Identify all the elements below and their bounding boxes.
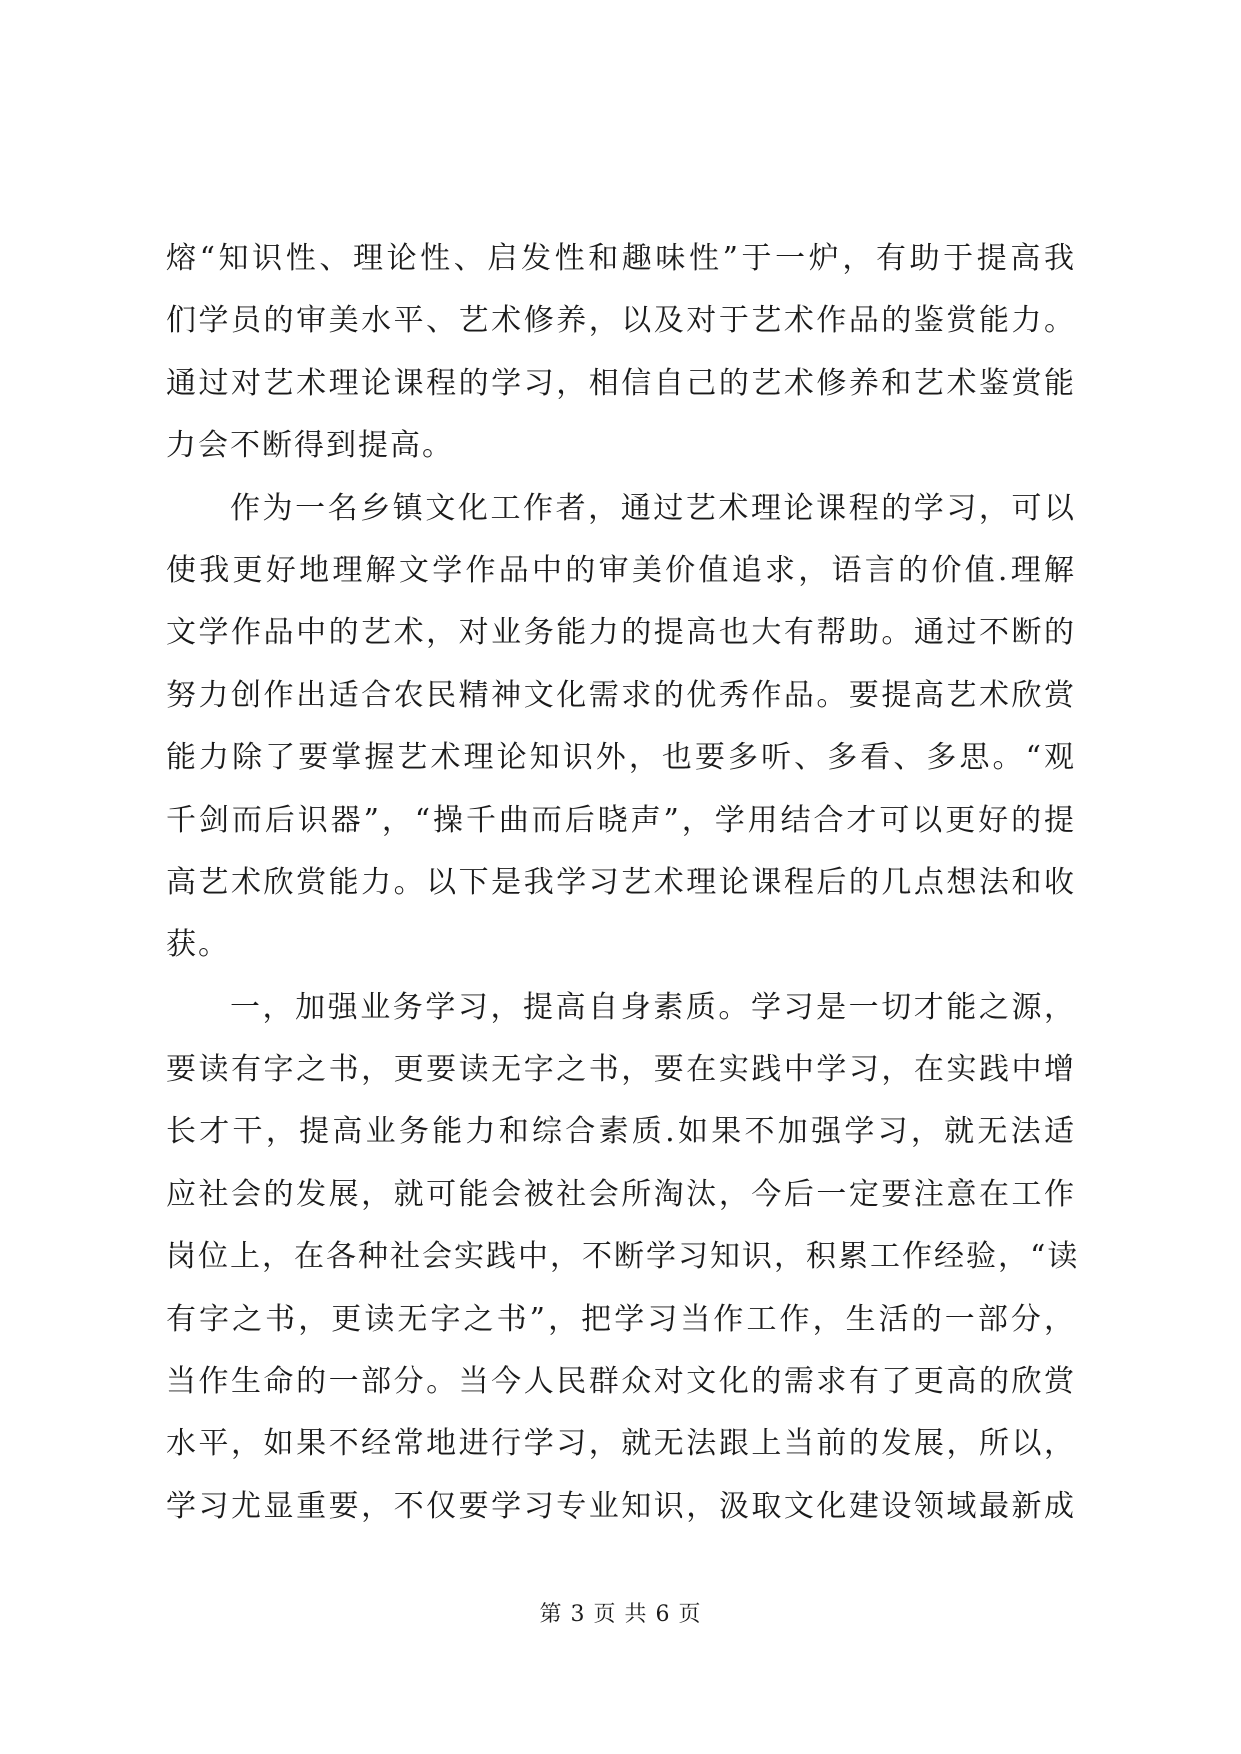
text-line: 努力创作出适合农民精神文化需求的优秀作品。要提高艺术欣赏 — [166, 677, 1076, 713]
text-line: 通过对艺术理论课程的学习，相信自己的艺术修养和艺术鉴赏能 — [166, 365, 1076, 401]
text-line: 使我更好地理解文学作品中的审美价值追求，语言的价值.理解 — [166, 552, 1076, 588]
text-line: 学习尤显重要，不仅要学习专业知识，汲取文化建设领域最新成 — [166, 1488, 1076, 1524]
text-line: 作为一名乡镇文化工作者，通过艺术理论课程的学习，可以 — [230, 490, 1076, 526]
text-line: 要读有字之书，更要读无字之书，要在实践中学习，在实践中增 — [166, 1052, 1076, 1088]
text-line: 水平，如果不经常地进行学习，就无法跟上当前的发展，所以， — [166, 1426, 1076, 1462]
text-line: 应社会的发展，就可能会被社会所淘汰，今后一定要注意在工作 — [166, 1176, 1076, 1212]
text-line: 高艺术欣赏能力。以下是我学习艺术理论课程后的几点想法和收 — [166, 864, 1076, 900]
text-line: 力会不断得到提高。 — [166, 428, 454, 464]
text-line: 熔“知识性、理论性、启发性和趣味性”于一炉，有助于提高我 — [166, 241, 1076, 276]
text-line: 一，加强业务学习，提高自身素质。学习是一切才能之源， — [230, 989, 1076, 1025]
text-line: 长才干，提高业务能力和综合素质.如果不加强学习，就无法适 — [166, 1114, 1076, 1150]
page-footer: 第 3 页 共 6 页 — [539, 1602, 702, 1627]
text-line: 文学作品中的艺术，对业务能力的提高也大有帮助。通过不断的 — [166, 615, 1076, 651]
body-text — [166, 228, 1080, 1538]
text-line: 获。 — [166, 927, 230, 963]
text-line: 岗位上，在各种社会实践中，不断学习知识，积累工作经验，“读 — [166, 1239, 1080, 1275]
text-line: 千剑而后识器”，“操千曲而后晓声”，学用结合才可以更好的提 — [166, 802, 1076, 838]
text-line: 有字之书，更读无字之书”，把学习当作工作，生活的一部分， — [166, 1301, 1076, 1337]
text-line: 当作生命的一部分。当今人民群众对文化的需求有了更高的欣赏 — [166, 1364, 1076, 1400]
text-line: 们学员的审美水平、艺术修养，以及对于艺术作品的鉴赏能力。 — [166, 303, 1076, 339]
text-line: 能力除了要掌握艺术理论知识外，也要多听、多看、多思。“观 — [166, 740, 1076, 776]
